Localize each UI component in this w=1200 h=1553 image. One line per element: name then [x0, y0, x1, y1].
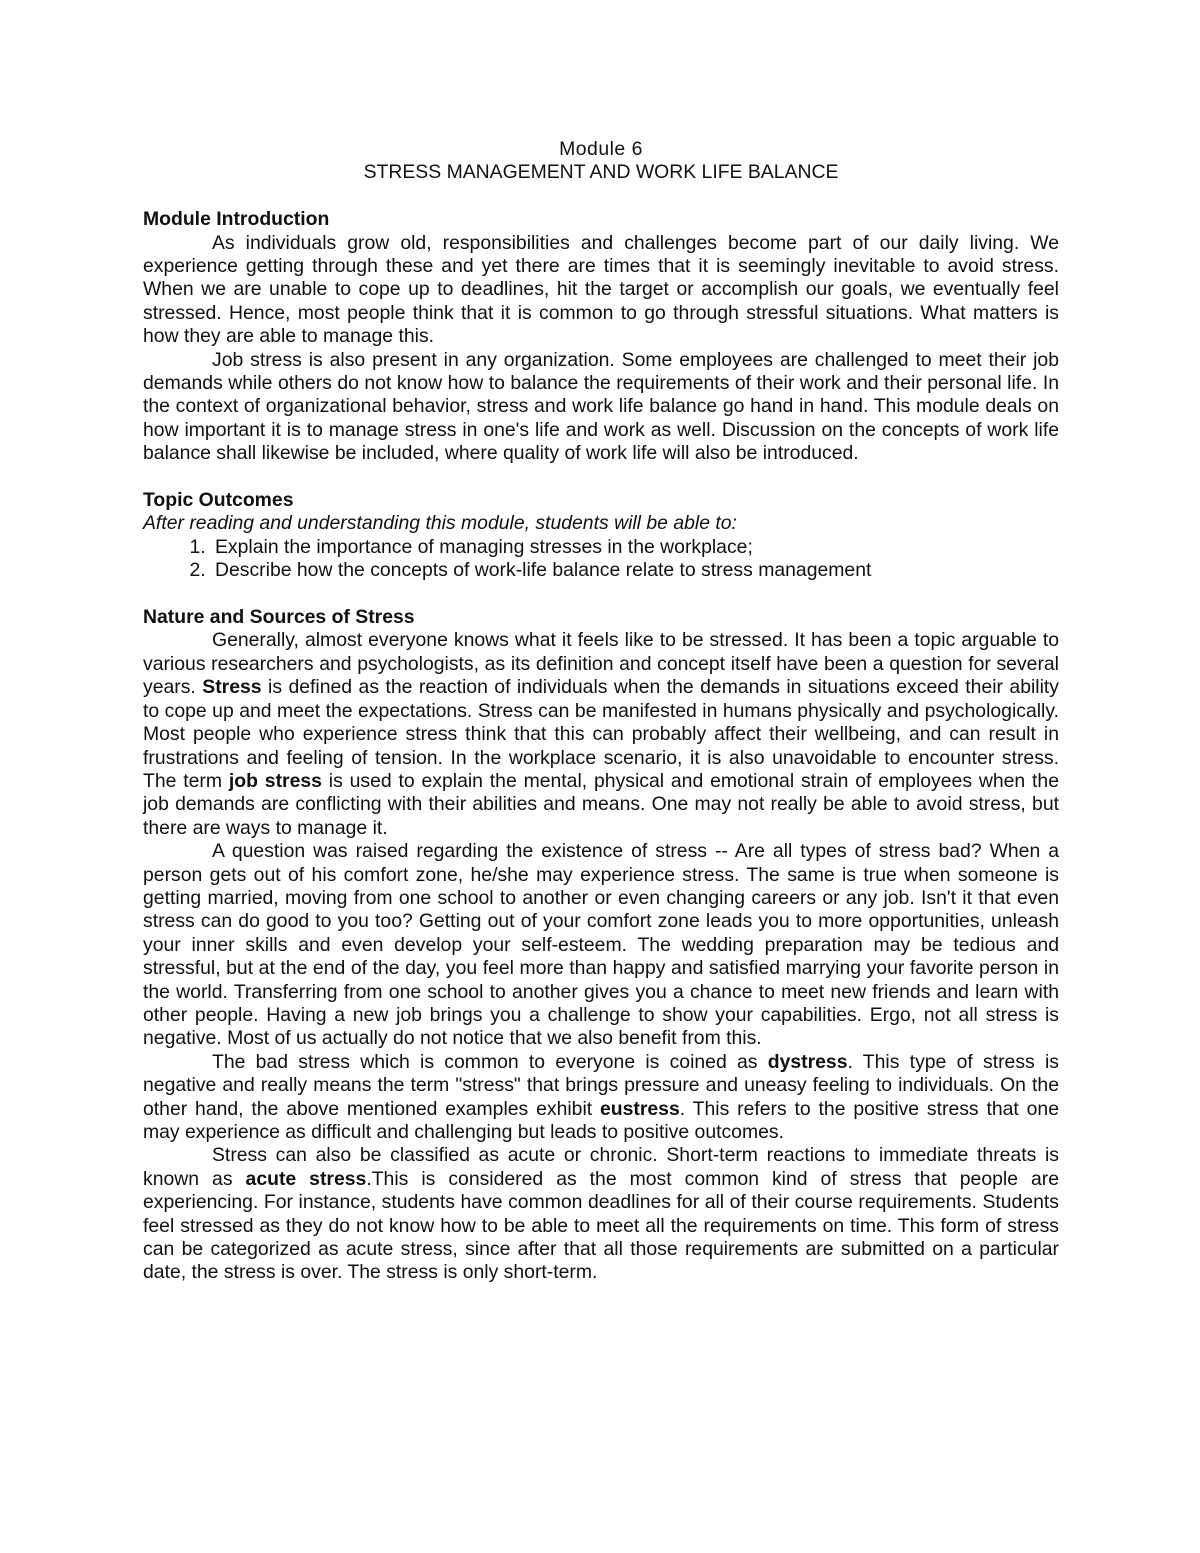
outcome-item-2: 2. Describe how the concepts of work-life balance relate to stress management — [211, 559, 1059, 582]
nature-paragraph-3 — [143, 1051, 1059, 1145]
module-number: Module 6 — [559, 138, 643, 160]
text-run: . This type of stress is negative and really means the term "stress" that brings pressure and uneasy feeling to individuals. On the other hand, the above mentioned examples exhibit — [143, 1050, 1059, 1120]
nature-paragraph-1 — [143, 629, 1059, 840]
nature-heading: Nature and Sources of Stress — [143, 606, 415, 629]
term-eustress: eustress — [599, 1097, 680, 1120]
text-run: is used to explain the mental, physical and emotional strain of employees when the job demands are conflicting with their abilities and means. One may not really be able to avoid stress, but there are ways to manage it. — [143, 769, 1059, 839]
module-title: STRESS MANAGEMENT AND WORK LIFE BALANCE — [363, 161, 839, 184]
term-dystress: dystress — [767, 1050, 848, 1073]
spacer — [143, 185, 1059, 208]
text-run: Stress can also be classified as acute or chronic. Short-term reactions to immediate threats is known as — [143, 1144, 1059, 1190]
term-stress: Stress — [202, 676, 262, 699]
outcomes-heading: Topic Outcomes — [143, 489, 294, 512]
text-run: The bad stress which is common to everyone is coined as — [212, 1050, 768, 1073]
text-run: is defined as the reaction of individuals when the demands in situations exceed their ability to cope up and meet the expectations. Stress can be manifested in humans physically and psychologically. Most people who experience stress think that this can probably affect their wellbeing, and can result in frustrations and feeling of tension. In the workplace scenario, it is also unavoidable to encounter stress. The term — [143, 676, 1059, 792]
text-run: .This is considered as the most common kind of stress that people are experiencing. For instance, students have common deadlines for all of their course requirements. Students feel stressed as they do not know how to be able to meet all the requirements on time. This form of stress can be categorized as acute stress, since after that all those requirements are submitted on a particular date, the stress is over. The stress is only short-term. — [143, 1167, 1059, 1284]
text-run: Generally, almost everyone knows what it feels like to be stressed. It has been a topic arguable to various researchers and psychologists, as its definition and concept itself have been a question for several years. — [143, 629, 1059, 699]
document-page — [143, 138, 1059, 1285]
introduction-paragraph-1: As individuals grow old, responsibilities and challenges become part of our daily living. We experience getting through these and yet there are times that it is seemingly inevitable to avoid stress. When we are unable to cope up to deadlines, hit the target or accomplish our goals, we eventually feel stressed. Hence, most people think that it is common to go through stressful situations. What matters is how they are able to manage this. — [143, 231, 1059, 348]
nature-paragraph-4 — [143, 1144, 1059, 1284]
spacer — [143, 583, 1059, 606]
spacer — [143, 466, 1059, 489]
outcome-item-1: 1. Explain the importance of managing stresses in the workplace; — [211, 536, 1059, 559]
outcomes-intro: After reading and understanding this module, students will be able to: — [143, 512, 737, 535]
nature-paragraph-2: A question was raised regarding the existence of stress -- Are all types of stress bad? When a person gets out of his comfort zone, he/she may experience stress. The same is true when someone is getting married, moving from one school to another or even changing careers or any job. Isn't it that even stress can do good to you too? Getting out of your comfort zone leads you to more opportunities, unleash your inner skills and even develop your self-esteem. The wedding preparation may be tedious and stressful, but at the end of the day, you feel more than happy and satisfied marrying your favorite person in the world. Transferring from one school to another gives you a chance to meet new friends and learn with other people. Having a new job brings you a challenge to show your capabilities. Ergo, not all stress is negative. Most of us actually do not notice that we also benefit from this. — [143, 840, 1059, 1050]
outcomes-list — [143, 536, 1059, 583]
term-acute-stress: acute stress — [245, 1167, 367, 1190]
introduction-heading: Module Introduction — [143, 208, 330, 231]
introduction-paragraph-2: Job stress is also present in any organization. Some employees are challenged to meet their job demands while others do not know how to balance the requirements of their work and their personal life. In the context of organizational behavior, stress and work life balance go hand in hand. This module deals on how important it is to manage stress in one's life and work as well. Discussion on the concepts of work life balance shall likewise be included, where quality of work life will also be introduced. — [143, 348, 1059, 465]
text-run: . This refers to the positive stress that one may experience as difficult and challenging but leads to positive outcomes. — [143, 1097, 1059, 1144]
term-job-stress: job stress — [228, 769, 322, 792]
